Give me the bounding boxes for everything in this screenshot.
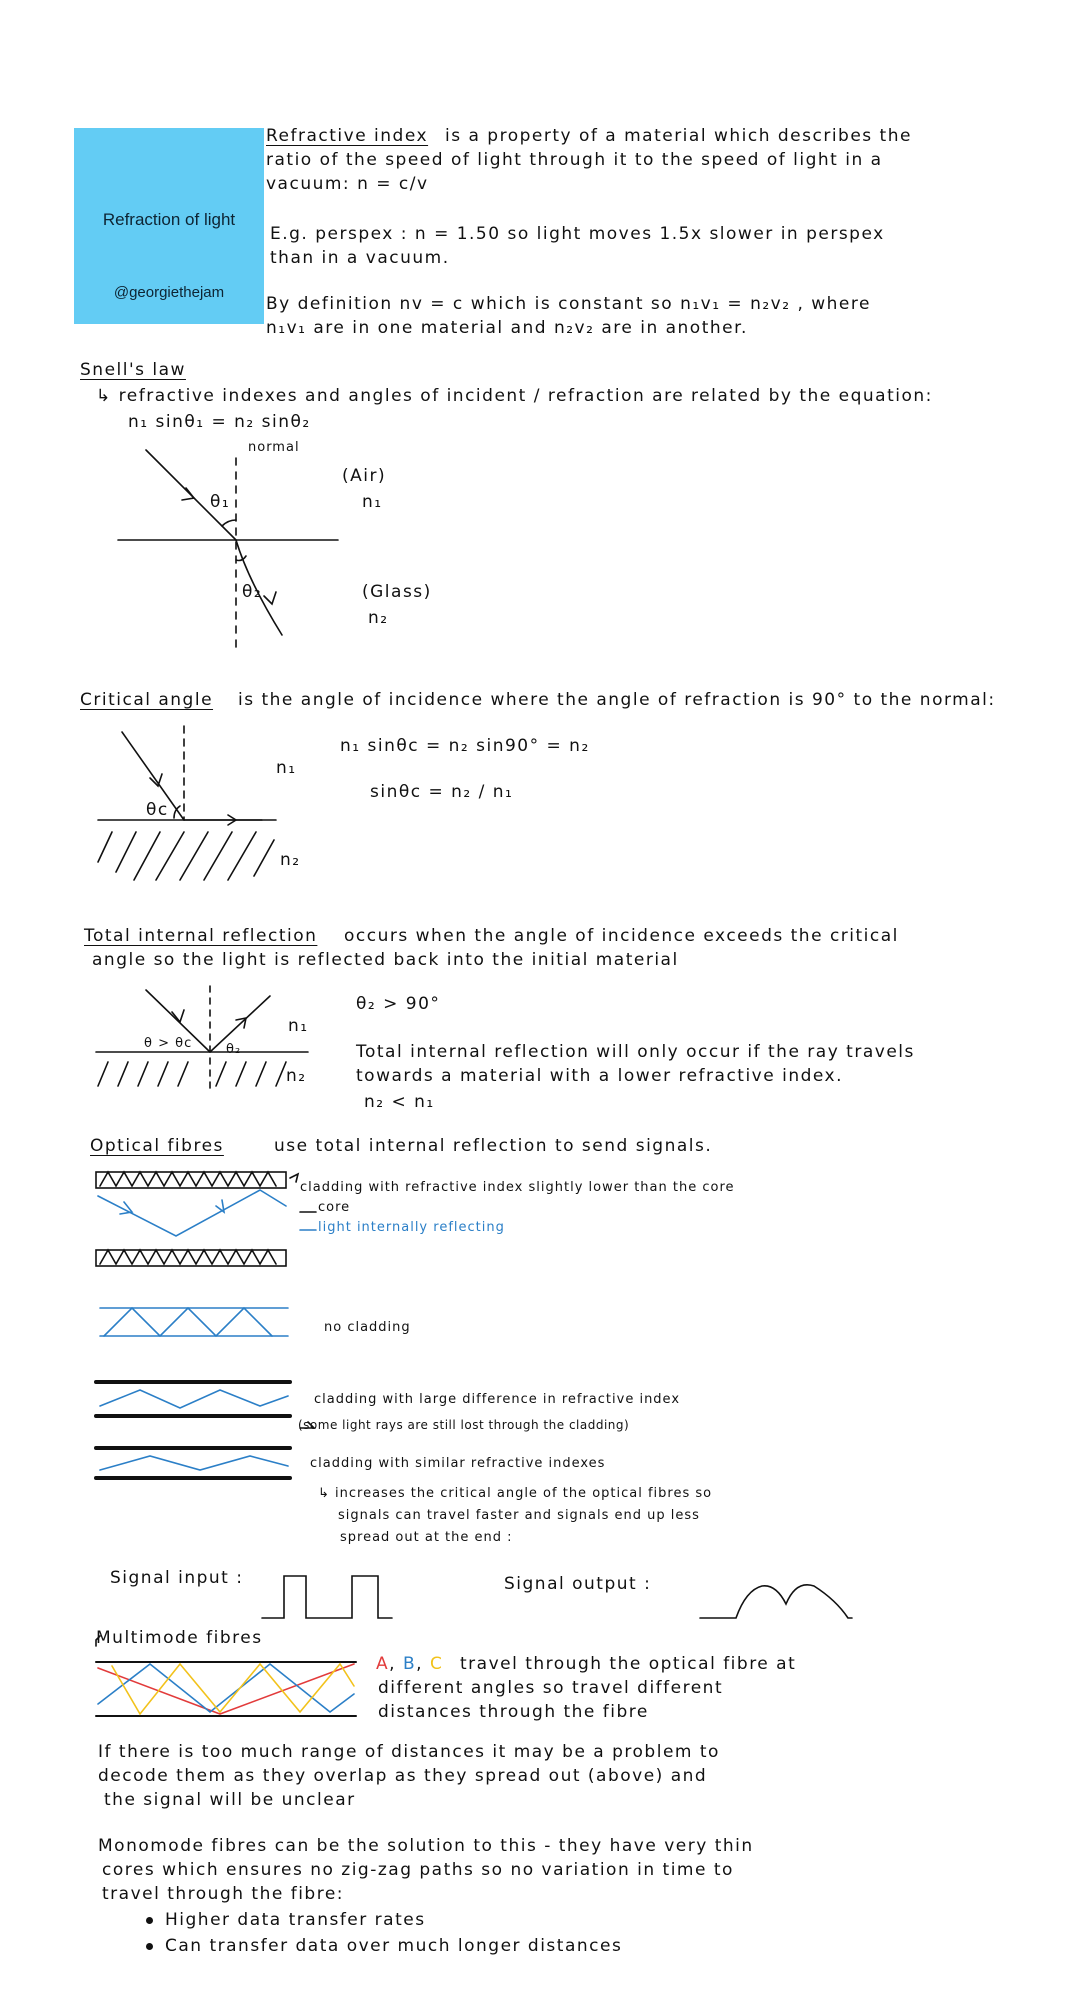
air-n1-label: n₁ — [362, 492, 383, 512]
glass-label: (Glass) — [362, 582, 432, 602]
similar-index-note-2: signals can travel faster and signals end up less — [338, 1508, 700, 1523]
tir-incident-ray — [146, 990, 210, 1052]
tir-reflected-ray — [210, 996, 270, 1052]
note-title: Refraction of light — [102, 210, 236, 229]
similar-index-label: cladding with similar refractive indexes — [310, 1456, 606, 1471]
multimode-heading: Multimode fibres — [96, 1628, 263, 1648]
fibre-diagram-similar-index — [96, 1448, 290, 1478]
refracted-arrow — [264, 592, 276, 604]
fibre-diagram-cladding — [96, 1172, 316, 1266]
critical-angle-description: is the angle of incidence where the angle of refraction is 90° to the normal: — [238, 690, 996, 710]
critical-n1-label: n₁ — [276, 758, 297, 778]
air-label: (Air) — [342, 466, 387, 486]
critical-incident-ray — [122, 732, 184, 820]
example-line-2: than in a vacuum. — [270, 248, 450, 268]
core-label: core — [318, 1200, 351, 1215]
large-diff-ray — [100, 1390, 288, 1408]
tir-n2-label: n₂ — [286, 1066, 307, 1086]
critical-n2-label: n₂ — [280, 850, 301, 870]
theta-c-label: θc — [146, 800, 169, 820]
intro-line-3: vacuum: n = c/v — [266, 174, 429, 194]
normal-label: normal — [248, 440, 300, 455]
similar-index-note-1: ↳ increases the critical angle of the optical fibres so — [318, 1486, 713, 1501]
ray-arrow-2 — [216, 1200, 224, 1212]
author-handle: @georgiethejam — [113, 284, 225, 301]
bottom-cladding-hatch — [100, 1250, 276, 1264]
optical-fibres-description: use total internal reflection to send signals. — [274, 1136, 713, 1156]
multimode-paragraph-3: the signal will be unclear — [104, 1790, 356, 1810]
refracted-ray — [236, 540, 282, 635]
refractive-index-term: Refractive index — [266, 126, 429, 146]
tir-n1-label: n₁ — [288, 1016, 309, 1036]
critical-diagram — [98, 726, 276, 880]
definition-line-2: n₁v₁ are in one material and n₂v₂ are in another. — [266, 318, 748, 338]
multimode-diagram — [96, 1636, 356, 1716]
input-pulses — [262, 1576, 392, 1618]
ray-b-label: B — [402, 1654, 417, 1674]
tir-theta-2-label: θ₂ — [226, 1042, 242, 1057]
similar-ray — [100, 1456, 288, 1470]
optical-fibres-heading: Optical fibres — [90, 1136, 224, 1156]
theta-1-label: θ₁ — [210, 492, 231, 512]
critical-equation-2: sinθc = n₂ / n₁ — [370, 782, 514, 802]
snells-law-description: ↳ refractive indexes and angles of incident / refraction are related by the equation: — [96, 386, 933, 406]
tir-note-3: n₂ < n₁ — [364, 1092, 435, 1112]
critical-angle-heading: Critical angle — [80, 690, 214, 710]
top-cladding-hatch — [100, 1172, 276, 1186]
large-diff-pointer — [300, 1422, 314, 1428]
cladding-label: cladding with refractive index slightly lower than the core — [300, 1180, 735, 1195]
bullet-text: Can transfer data over much longer distances — [165, 1936, 623, 1956]
leaking-ray — [104, 1308, 272, 1336]
multimode-paragraph-1: If there is too much range of distances it may be a problem to — [98, 1742, 720, 1762]
large-difference-note: (some light rays are still lost through the cladding) — [298, 1418, 630, 1432]
large-difference-label: cladding with large difference in refractive index — [314, 1392, 681, 1407]
tir-heading: Total internal reflection — [84, 926, 318, 946]
incident-arrow — [182, 488, 194, 500]
multimode-description-2: different angles so travel different — [378, 1678, 724, 1698]
tir-description-1: occurs when the angle of incidence exceeds the critical — [344, 926, 899, 946]
snell-diagram — [118, 450, 338, 650]
signal-output-graph — [700, 1585, 852, 1618]
definition-line-1: By definition nv = c which is constant so n₁v₁ = n₂v₂ , where — [266, 294, 871, 314]
ray-c — [112, 1664, 354, 1714]
critical-hatching — [98, 832, 274, 880]
tir-note-1: Total internal reflection will only occur if the ray travels — [356, 1042, 915, 1062]
bullet-text: Higher data transfer rates — [165, 1910, 426, 1930]
multimode-description-1: travel through the optical fibre at — [460, 1654, 797, 1674]
monomode-line-2: cores which ensures no zig-zag paths so no variation in time to — [102, 1860, 734, 1880]
signal-output-label: Signal output : — [504, 1574, 652, 1594]
glass-n2-label: n₂ — [368, 608, 389, 628]
multimode-hook — [96, 1636, 100, 1646]
tir-condition: θ₂ > 90° — [356, 994, 441, 1014]
fibre-diagram-large-difference — [96, 1382, 314, 1428]
snells-law-equation: n₁ sinθ₁ = n₂ sinθ₂ — [128, 412, 311, 432]
light-reflecting-label: light internally reflecting — [318, 1220, 505, 1235]
intro-line-1: is a property of a material which describes the — [445, 126, 912, 146]
multimode-description-3: distances through the fibre — [378, 1702, 649, 1722]
fibre-diagram-no-cladding — [100, 1308, 288, 1336]
cladding-pointer — [290, 1174, 298, 1182]
theta-gt-theta-c-label: θ > θc — [144, 1036, 193, 1051]
tir-hatching — [98, 1062, 286, 1086]
tir-diagram — [96, 986, 308, 1090]
multimode-letters: A, B, C — [376, 1654, 444, 1674]
critical-equation-1: n₁ sinθc = n₂ sin90° = n₂ — [340, 736, 590, 756]
ray-a-label: A — [376, 1654, 390, 1674]
ray-c-label: C — [429, 1654, 444, 1674]
tir-description-2: angle so the light is reflected back into the initial material — [92, 950, 679, 970]
similar-index-note-3: spread out at the end : — [340, 1530, 513, 1545]
monomode-line-3: travel through the fibre: — [102, 1884, 345, 1904]
tir-note-2: towards a material with a lower refractive index. — [356, 1066, 844, 1086]
signal-input-label: Signal input : — [110, 1568, 244, 1588]
multimode-paragraph-2: decode them as they overlap as they spread out (above) and — [98, 1766, 708, 1786]
intro-line-2: ratio of the speed of light through it to the speed of light in a — [266, 150, 883, 170]
no-cladding-label: no cladding — [324, 1320, 411, 1335]
monomode-line-1: Monomode fibres can be the solution to this - they have very thin — [98, 1836, 754, 1856]
example-line-1: E.g. perspex : n = 1.50 so light moves 1.5x slower in perspex — [270, 224, 885, 244]
snells-law-heading: Snell's law — [80, 360, 186, 380]
theta-2-label: θ₂ — [242, 582, 263, 602]
output-pulses — [700, 1585, 852, 1618]
signal-input-graph — [262, 1576, 392, 1618]
theta-1-arc — [222, 520, 236, 526]
